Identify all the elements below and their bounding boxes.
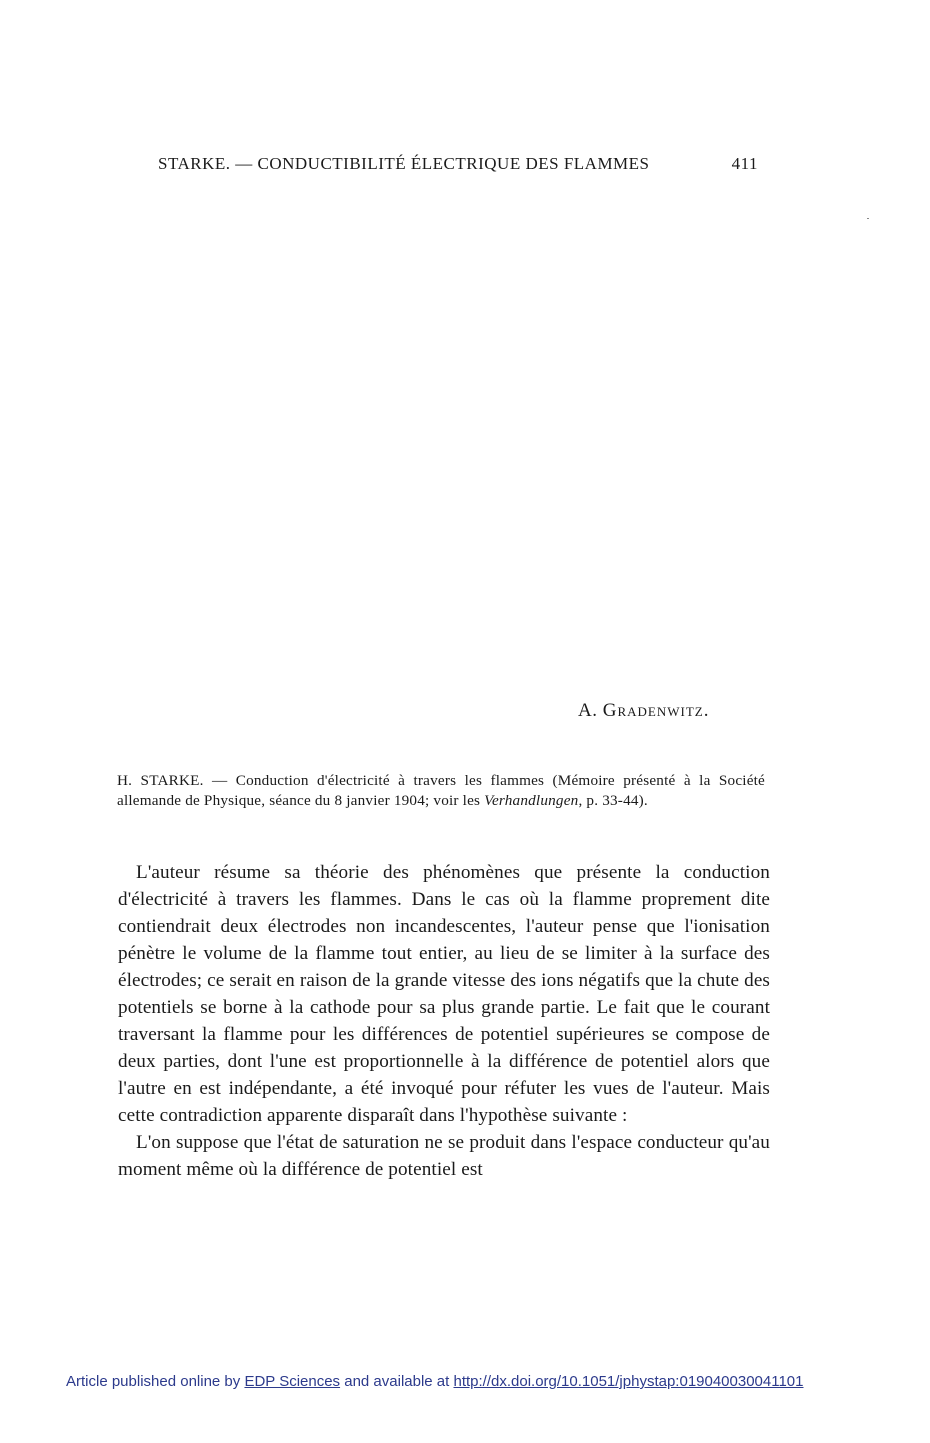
footer-middle: and available at bbox=[340, 1373, 454, 1390]
author-name: Gradenwitz. bbox=[602, 700, 710, 721]
running-head-title: STARKE. — CONDUCTIBILITÉ ÉLECTRIQUE DES FLAMMES bbox=[158, 154, 650, 173]
reference-pages: , p. 33-44). bbox=[578, 792, 648, 809]
author-signature bbox=[578, 700, 709, 722]
bibliographic-reference bbox=[117, 771, 765, 811]
reference-journal: Verhandlungen bbox=[484, 792, 579, 809]
reference-lead: H. STARKE. — Conduction d'électricité à travers les flammes (Mémoire présenté à la Société allemande de Physique, séance du 8 janvier 1904; voir les bbox=[117, 772, 765, 809]
doi-link[interactable]: http://dx.doi.org/10.1051/jphystap:019040030041101 bbox=[453, 1373, 804, 1390]
page-number: 411 bbox=[731, 154, 758, 173]
body-paragraph-1: L'auteur résume sa théorie des phénomènes que présente la conduction d'électricité à travers les flammes. Dans le cas où la flamme proprement dite contiendrait deux électrodes non incandescentes, l'auteur pense que l'ionisation pénètre le volume de la flamme tout entier, au lieu de se limiter à la surface des électrodes; ce serait en raison de la grande vitesse des ions négatifs que la chute des potentiels se borne à la cathode pour sa plus grande partie. Le fait que le courant traversant la flamme pour les différences de potentiel supérieures se compose de deux parties, dont l'une est proportionnelle à la différence de potentiel alors que l'autre en est indépendante, a été invoqué pour réfuter les vues de l'auteur. Mais cette contradiction apparente disparaît dans l'hypothèse suivante : bbox=[118, 862, 770, 1126]
publication-footer bbox=[66, 1373, 866, 1390]
author-initial: A. bbox=[578, 700, 598, 721]
article-body bbox=[118, 859, 770, 1183]
running-head bbox=[158, 154, 758, 174]
publisher-link[interactable]: EDP Sciences bbox=[244, 1373, 341, 1390]
body-paragraph-2: L'on suppose que l'état de saturation ne se produit dans l'espace conducteur qu'au moment même où la différence de potentiel est bbox=[118, 1132, 770, 1180]
scan-speck bbox=[867, 218, 869, 219]
footer-prefix: Article published online by bbox=[66, 1373, 245, 1390]
